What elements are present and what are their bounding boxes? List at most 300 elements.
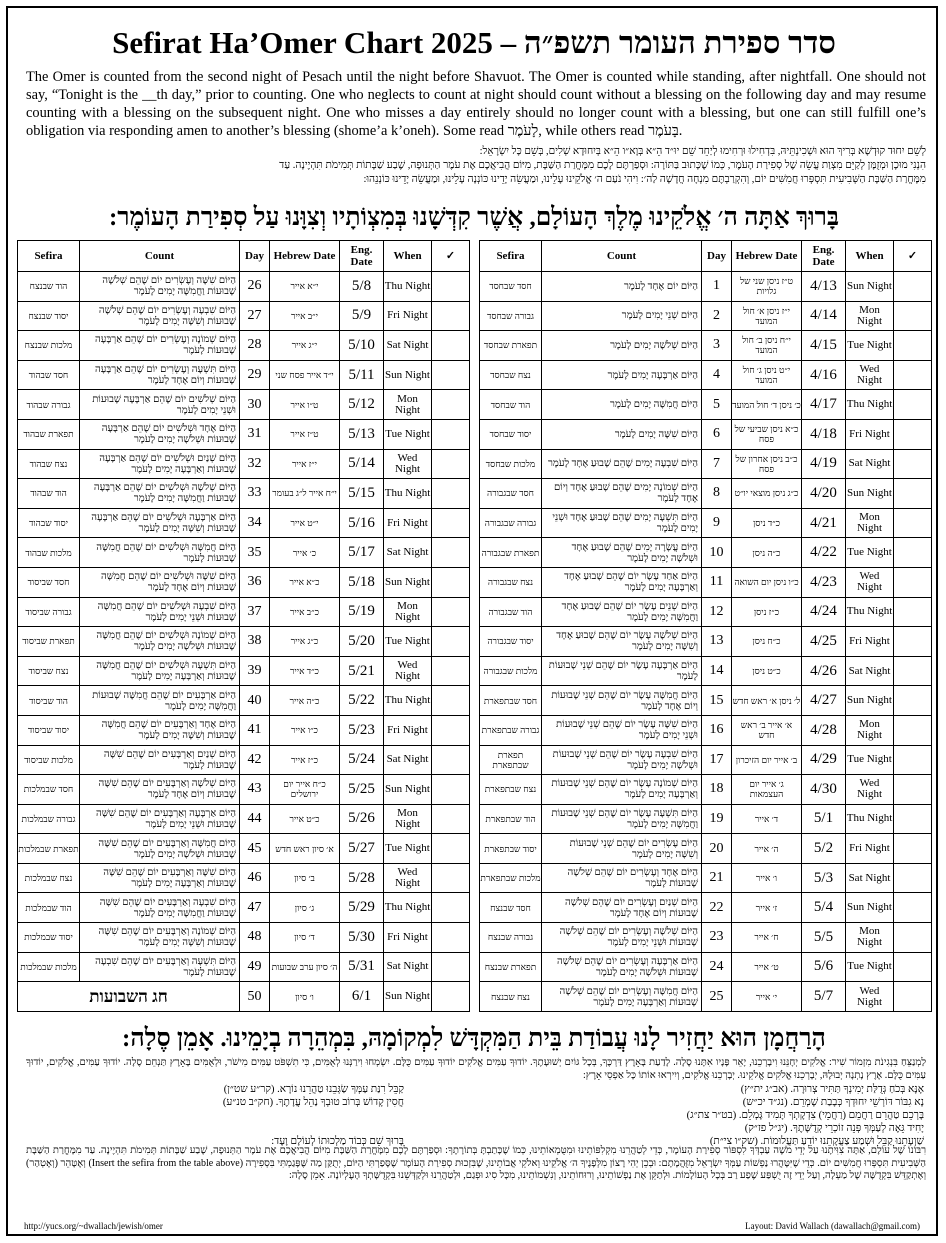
english-date: 4/29 [802,745,846,775]
count-cell: הַיּוֹם שִׁבְעָה וּשְׁלֹשִׁים יוֹם שֶׁהֵם חֲמִשָּׁה שָׁבוּעוֹת וּשְׁנֵי יָמִים לָעֹמֶר [80,597,240,627]
day-number: 34 [240,508,270,538]
count-cell: הַיּוֹם תִּשְׁעָה עָשָׂר יוֹם שֶׁהֵם שְׁנֵי שָׁבוּעוֹת וַחֲמִשָּׁה יָמִים לָעֹמֶר [542,804,702,834]
hebrew-date: כ״ה ניסן [732,538,802,568]
check-box[interactable] [432,272,470,302]
when-cell: Mon Night [384,804,432,834]
check-box[interactable] [894,627,932,657]
check-box[interactable] [894,390,932,420]
table-row [480,863,932,893]
day-number: 9 [702,508,732,538]
check-box[interactable] [432,863,470,893]
day-number: 7 [702,449,732,479]
check-box[interactable] [894,479,932,509]
english-date: 5/10 [340,331,384,361]
hebrew-date: ט״ו אייר [270,390,340,420]
count-cell: הַיּוֹם שִׁשָּׁה וּשְׁלֹשִׁים יוֹם שֶׁהֵם חֲמִשָּׁה שָׁבוּעוֹת וְיוֹם אֶחָד לָעֹמֶר [80,567,240,597]
when-cell: Sun Night [846,272,894,302]
prayer-line: מִמָּחֳרַת הַשַּׁבָּת הַשְּׁבִיעִית תִּסְפְּרוּ חֲמִשִּׁים יוֹם, וְהִקְרַבְתֶּם מִנְחָה חֲדָשָׁה לַה׳: וִיהִי נֹעַם ה׳ אֱלֹקֵינוּ עָלֵינוּ, וּמַעֲשֵׂה יָדֵינוּ כּוֹנְנָה עָלֵינוּ, וּמַעֲשֵׂה יָדֵינוּ כּוֹנְנֵהוּ: [363,174,926,185]
english-date: 4/24 [802,597,846,627]
hebrew-date: א׳ סיון ראש חדש [270,834,340,864]
count-cell: הַיּוֹם שְׁמוֹנָה עָשָׂר יוֹם שֶׁהֵם שְׁנֵי שָׁבוּעוֹת וְאַרְבָּעָה יָמִים לָעֹמֶר [542,775,702,805]
day-number: 31 [240,419,270,449]
when-cell: Fri Night [384,715,432,745]
check-box[interactable] [894,597,932,627]
when-cell: Thu Night [846,804,894,834]
hebrew-date: י״ד אייר פסח שני [270,360,340,390]
english-date: 5/21 [340,656,384,686]
hebrew-date: כ״ג ניסן מוצאי יו״ט [732,479,802,509]
count-cell: הַיּוֹם שְׁלֹשָׁה וְאַרְבָּעִים יוֹם שֶׁהֵם שִׁשָּׁה שָׁבוּעוֹת וְיוֹם אֶחָד לָעֹמֶר [80,775,240,805]
check-box[interactable] [432,567,470,597]
count-cell: הַיּוֹם תִּשְׁעָה וְעֶשְׂרִים יוֹם שֶׁהֵם אַרְבָּעָה שָׁבוּעוֹת וְיוֹם אֶחָד לָעֹמֶר [80,360,240,390]
table-row [18,272,470,302]
sefira-cell: גבורה שבגבורה [480,508,542,538]
when-cell: Tue Night [384,834,432,864]
table-row [480,715,932,745]
when-cell: Sun Night [384,775,432,805]
col-count-header: Count [542,241,702,272]
day-number: 45 [240,834,270,864]
day-number: 38 [240,627,270,657]
count-cell: הַיּוֹם שִׁבְעָה עָשָׂר יוֹם שֶׁהֵם שְׁנֵי שָׁבוּעוֹת וּשְׁלֹשָׁה יָמִים לָעֹמֶר [542,745,702,775]
table-row [480,360,932,390]
check-box[interactable] [894,360,932,390]
hebrew-date: ט״ז ניסן שני של גלויות [732,272,802,302]
english-date: 4/13 [802,272,846,302]
hebrew-date: ו׳ אייר [732,863,802,893]
hebrew-date: כ״ח אייר יום ירושלים [270,775,340,805]
check-box[interactable] [432,834,470,864]
sefira-cell: מלכות שבמלכות [18,952,80,982]
check-box[interactable] [432,419,470,449]
count-cell: הַיּוֹם אַרְבָּעָה יָמִים לָעֹמֶר [542,360,702,390]
col-eng-date-header: Eng. Date [340,241,384,272]
sefira-cell: תפארת שבתפארת [480,745,542,775]
sefira-cell: יסוד שבתפארת [480,834,542,864]
hebrew-date: ט׳ אייר [732,952,802,982]
day-number: 3 [702,331,732,361]
table-row [480,272,932,302]
english-date: 4/28 [802,715,846,745]
table-row [18,627,470,657]
english-date: 5/30 [340,923,384,953]
table-row [18,331,470,361]
checkmark-icon: ✓ [432,241,470,272]
check-box[interactable] [894,508,932,538]
sefira-cell: תפארת שבהוד [18,419,80,449]
day-number: 13 [702,627,732,657]
count-cell: הַיּוֹם אֶחָד וְאַרְבָּעִים יוֹם שֶׁהֵם חֲמִשָּׁה שָׁבוּעוֹת וְשִׁשָּׁה יָמִים לָעֹמֶר [80,715,240,745]
check-box[interactable] [432,715,470,745]
table-row [480,479,932,509]
sefira-cell: תפארת שבמלכות [18,834,80,864]
day-number: 40 [240,686,270,716]
table-row [480,331,932,361]
when-cell: Mon Night [384,597,432,627]
check-box[interactable] [894,538,932,568]
table-row [480,419,932,449]
checkmark-icon: ✓ [894,241,932,272]
check-box[interactable] [894,863,932,893]
hebrew-date: ו׳ סיון [270,982,340,1012]
shavuot-label: חג השבועות [18,982,240,1012]
check-box[interactable] [894,331,932,361]
sefira-cell: חסד שבהוד [18,360,80,390]
check-box[interactable] [432,923,470,953]
sefira-cell: גבורה שבנצח [480,923,542,953]
check-box[interactable] [432,597,470,627]
english-date: 5/2 [802,834,846,864]
table-row [480,597,932,627]
table-row [18,745,470,775]
ana-bekoach-left-column [24,1083,404,1148]
when-cell: Thu Night [384,893,432,923]
hebrew-date: י״א אייר [270,272,340,302]
hebrew-date: כ״ו אייר [270,715,340,745]
when-cell: Wed Night [846,360,894,390]
count-cell: הַיּוֹם שִׁשָּׁה עָשָׂר יוֹם שֶׁהֵם שְׁנֵי שָׁבוּעוֹת וּשְׁנֵי יָמִים לָעֹמֶר [542,715,702,745]
when-cell: Mon Night [384,390,432,420]
count-cell: הַיּוֹם אַרְבָּעָה עָשָׂר יוֹם שֶׁהֵם שְׁנֵי שָׁבוּעוֹת לָעֹמֶר [542,656,702,686]
english-date: 5/7 [802,982,846,1012]
when-cell: Sat Night [384,538,432,568]
check-box[interactable] [894,449,932,479]
day-number: 8 [702,479,732,509]
when-cell: Tue Night [384,419,432,449]
check-box[interactable] [432,775,470,805]
sefira-cell: תפארת שבחסד [480,331,542,361]
check-box[interactable] [432,479,470,509]
hebrew-date: כ״ד ניסן [732,508,802,538]
count-cell: הַיּוֹם שְׁלֹשָׁה וְעֶשְׂרִים יוֹם שֶׁהֵם שְׁלֹשָׁה שָׁבוּעוֹת וּשְׁנֵי יָמִים לָעֹמֶר [542,923,702,953]
sefira-cell: גבורה שביסוד [18,597,80,627]
table-row [18,390,470,420]
day-number: 47 [240,893,270,923]
ana-bekoach-line: קַבֵּל רִנַּת עַמְּךָ שַׂגְּבֵנוּ טַהֲרֵנוּ נוֹרָא. (קר״ע שט״ן) [223,1084,404,1095]
day-number: 30 [240,390,270,420]
col-hebrew-date-header: Hebrew Date [270,241,340,272]
english-date: 5/9 [340,301,384,331]
count-cell: הַיּוֹם שְׁמוֹנָה יָמִים שֶׁהֵם שָׁבוּעַ אֶחָד וְיוֹם אֶחָד לָעֹמֶר [542,479,702,509]
check-box[interactable] [432,508,470,538]
count-cell: הַיּוֹם תִּשְׁעָה יָמִים שֶׁהֵם שָׁבוּעַ אֶחָד וּשְׁנֵי יָמִים לָעֹמֶר [542,508,702,538]
english-date: 5/20 [340,627,384,657]
ana-bekoach-line: אָנָּא בְּכֹחַ גְּדֻלַּת יְמִינְךָ תַּתִּיר צְרוּרָה. (אב״ג ית״ץ) [740,1084,924,1095]
day-number: 49 [240,952,270,982]
prayer-line: הִנְנִי מוּכָן וּמְזֻמָּן לְקַיֵּם מִצְוַת עֲשֵׂה שֶׁל סְפִירַת הָעֹמֶר, כְּמוֹ שֶׁכָּתוּב בַּתּוֹרָה: וּסְפַרְתֶּם לָכֶם מִמָּחֳרַת הַשַּׁבָּת, מִיּוֹם הֲבִיאֲכֶם אֶת עֹמֶר הַתְּנוּפָה, שֶׁבַע שַׁבָּתוֹת תְּמִימֹת תִּהְיֶינָה. עַד [279,160,926,171]
ana-bekoach-line: חֲסִין קָדוֹשׁ בְּרוֹב טוּבְךָ נַהֵל עֲדָתֶךָ. (חק״ב טנ״ע) [222,1097,404,1108]
ana-bekoach-line: בָּרוּךְ שֵׁם כְּבוֹד מַלְכוּתוֹ לְעוֹלָם וָעֶד: [271,1136,404,1147]
check-box[interactable] [432,745,470,775]
when-cell: Sat Night [846,863,894,893]
count-cell: הַיּוֹם שְׁנַיִם וְאַרְבָּעִים יוֹם שֶׁהֵם שִׁשָּׁה שָׁבוּעוֹת לָעֹמֶר [80,745,240,775]
count-cell: הַיּוֹם שִׁבְעָה וְאַרְבָּעִים יוֹם שֶׁהֵם שִׁשָּׁה שָׁבוּעוֹת וַחֲמִשָּׁה יָמִים לָעֹמֶר [80,893,240,923]
check-box[interactable] [432,893,470,923]
table-row [18,775,470,805]
hebrew-date: ח׳ אייר [732,923,802,953]
hebrew-date: כ״ה אייר [270,686,340,716]
check-box[interactable] [894,745,932,775]
sefira-cell: תפארת שביסוד [18,627,80,657]
english-date: 5/8 [340,272,384,302]
hebrew-date: י״ז ניסן א׳ חול המועד [732,301,802,331]
count-cell: הַיּוֹם אֶחָד וְעֶשְׂרִים יוֹם שֶׁהֵם שְׁלֹשָׁה שָׁבוּעוֹת לָעֹמֶר [542,863,702,893]
english-date: 4/23 [802,567,846,597]
day-number: 39 [240,656,270,686]
sefira-cell: הוד שבגבורה [480,597,542,627]
table-row [18,301,470,331]
when-cell: Wed Night [846,775,894,805]
table-row-shavuot [18,982,470,1012]
count-cell: הַיּוֹם תִּשְׁעָה וְאַרְבָּעִים יוֹם שֶׁהֵם שִׁבְעָה שָׁבוּעוֹת לָעֹמֶר [80,952,240,982]
count-cell: הַיּוֹם שִׁשָּׁה יָמִים לָעֹמֶר [542,419,702,449]
sefira-cell: מלכות שבתפארת [480,863,542,893]
hebrew-date: כ״ג אייר [270,627,340,657]
day-number: 50 [240,982,270,1012]
harachaman-line: הָרַחֲמָן הוּא יַחֲזִיר לָנוּ עֲבוֹדַת בֵּית הַמִּקְדָּשׁ לִמְקוֹמָהּ, בִּמְהֵרָה בְיָמֵינוּ. אָמֵן סֶלָה: [122,1025,826,1052]
day-number: 26 [240,272,270,302]
count-cell: הַיּוֹם יוֹם אֶחָד לָעֹמֶר [542,272,702,302]
count-cell: הַיּוֹם אַרְבָּעִים יוֹם שֶׁהֵם חֲמִשָּׁה שָׁבוּעוֹת וַחֲמִשָּׁה יָמִים לָעֹמֶר [80,686,240,716]
english-date: 4/30 [802,775,846,805]
day-number: 25 [702,982,732,1012]
sefira-cell: חסד שבנצח [480,893,542,923]
table-header-row [480,241,932,272]
sefira-cell: מלכות שבחסד [480,449,542,479]
english-date: 5/12 [340,390,384,420]
hebrew-date: י׳ אייר [732,982,802,1012]
check-box[interactable] [894,301,932,331]
page-title: Sefirat Ha’Omer Chart 2025 – סדר ספירת העומר תשפ״ה [112,25,836,60]
sefira-cell: גבורה שבחסד [480,301,542,331]
english-date: 4/18 [802,419,846,449]
count-cell: הַיּוֹם אַרְבָּעָה וְאַרְבָּעִים יוֹם שֶׁהֵם שִׁשָּׁה שָׁבוּעוֹת וּשְׁנֵי יָמִים לָעֹמֶר [80,804,240,834]
english-date: 5/1 [802,804,846,834]
count-cell: הַיּוֹם שְׁלֹשָׁה עָשָׂר יוֹם שֶׁהֵם שָׁבוּעַ אֶחָד וְשִׁשָּׁה יָמִים לָעֹמֶר [542,627,702,657]
day-number: 12 [702,597,732,627]
sefira-cell: גבורה שבהוד [18,390,80,420]
count-cell: הַיּוֹם שְׁנֵים עָשָׂר יוֹם שֶׁהֵם שָׁבוּעַ אֶחָד וַחֲמִשָּׁה יָמִים לָעֹמֶר [542,597,702,627]
leshem-yichud-prayer [26,145,926,187]
day-number: 46 [240,863,270,893]
when-cell: Fri Night [846,419,894,449]
count-cell: הַיּוֹם שְׁמוֹנָה וְעֶשְׂרִים יוֹם שֶׁהֵם אַרְבָּעָה שָׁבוּעוֹת לָעֹמֶר [80,331,240,361]
chart-page [6,6,938,1236]
count-cell: הַיּוֹם אֶחָד וּשְׁלֹשִׁים יוֹם שֶׁהֵם אַרְבָּעָה שָׁבוּעוֹת וּשְׁלֹשָׁה יָמִים לָעֹמֶר [80,419,240,449]
count-cell: הַיּוֹם חֲמִשָּׁה וּשְׁלֹשִׁים יוֹם שֶׁהֵם חֲמִשָּׁה שָׁבוּעוֹת לָעֹמֶר [80,538,240,568]
day-number: 22 [702,893,732,923]
english-date: 5/28 [340,863,384,893]
when-cell: Wed Night [384,656,432,686]
when-cell: Mon Night [846,923,894,953]
day-number: 42 [240,745,270,775]
sefira-cell: מלכות שבנצח [18,331,80,361]
check-box[interactable] [432,952,470,982]
check-box[interactable] [894,804,932,834]
hebrew-date: כ״ד אייר [270,656,340,686]
hebrew-date: כ״א אייר [270,567,340,597]
lamnatzeach-psalm: לַמְנַצֵּחַ בִּנְגִינֹת מִזְמוֹר שִׁיר: אֱלֹקִים יְחָנֵּנוּ וִיבָרְכֵנוּ, יָאֵר פָּנָיו אִתָּנוּ סֶלָה. לָדַעַת בָּאָרֶץ דַּרְכֶּךָ, בְּכָל גּוֹיִם יְשׁוּעָתֶךָ. יוֹדוּךָ עַמִּים אֱלֹקִים יוֹדוּךָ עַמִּים כֻּלָּם. יִשְׂמְחוּ וִירַנְּנוּ לְאֻמִּים, כִּי תִשְׁפֹּט עַמִּים מִישֹׁר, וּלְאֻמִּים בָּאָרֶץ תַּנְחֵם סֶלָה. יוֹדוּךָ עַמִּים, אֱלֹקִים, יוֹדוּךָ עַמִּים כֻּלָּם. אֶרֶץ נָתְנָה יְבוּלָהּ, יְבָרְכֵנוּ אֱלֹקִים אֱלֹקֵינוּ. יְבָרְכֵנוּ אֱלֹקִים, וְיִירְאוּ אוֹתוֹ כָּל אַפְסֵי אָרֶץ: [26,1057,926,1081]
when-cell: Sat Night [846,656,894,686]
check-box[interactable] [894,419,932,449]
check-box[interactable] [894,952,932,982]
when-cell: Sat Night [384,952,432,982]
sefira-cell: מלכות שבגבורה [480,656,542,686]
english-date: 4/14 [802,301,846,331]
sefira-cell: נצח שבתפארת [480,775,542,805]
table-row [480,982,932,1012]
hebrew-date: י״ט ניסן ג׳ חול המועד [732,360,802,390]
check-box[interactable] [894,923,932,953]
sefira-cell: גבורה שבתפארת [480,715,542,745]
hebrew-date: כ״ב אייר [270,597,340,627]
english-date: 5/18 [340,567,384,597]
day-number: 14 [702,656,732,686]
omer-table-days-26-50 [17,240,470,1012]
table-row [480,390,932,420]
check-box[interactable] [432,390,470,420]
hebrew-date: כ״א ניסן שביעי של פסח [732,419,802,449]
check-box[interactable] [894,982,932,1012]
ana-bekoach-line: יָחִיד גֵּאֶה לְעַמְּךָ פְּנֵה זוֹכְרֵי קְדֻשָּׁתֶךָ. (יג״ל פז״ק) [744,1123,924,1134]
table-row [18,923,470,953]
check-box[interactable] [894,834,932,864]
table-row [480,656,932,686]
hebrew-date: י״ט אייר [270,508,340,538]
day-number: 5 [702,390,732,420]
sefira-cell: יסוד שביסוד [18,715,80,745]
check-box[interactable] [432,982,470,1012]
sefira-cell: נצח שבהוד [18,449,80,479]
when-cell: Fri Night [384,508,432,538]
table-row [480,893,932,923]
count-cell: הַיּוֹם אַרְבָּעָה וְעֶשְׂרִים יוֹם שֶׁהֵם שְׁלֹשָׁה שָׁבוּעוֹת וּשְׁלֹשָׁה יָמִים לָעֹמֶר [542,952,702,982]
english-date: 4/20 [802,479,846,509]
check-box[interactable] [894,656,932,686]
hebrew-date: כ׳ ניסן ד׳ חול המועד [732,390,802,420]
day-number: 28 [240,331,270,361]
sefira-cell: הוד שבתפארת [480,804,542,834]
when-cell: Sun Night [846,479,894,509]
hebrew-date: י״ח אייר ל״ג בעומר [270,479,340,509]
english-date: 4/26 [802,656,846,686]
when-cell: Tue Night [846,745,894,775]
sefira-cell: יסוד שבחסד [480,419,542,449]
day-number: 11 [702,567,732,597]
sefira-cell: יסוד שבגבורה [480,627,542,657]
when-cell: Wed Night [384,449,432,479]
check-box[interactable] [432,449,470,479]
when-cell: Wed Night [846,982,894,1012]
check-box[interactable] [432,627,470,657]
count-cell: הַיּוֹם שִׁבְעָה יָמִים שֶׁהֵם שָׁבוּעַ אֶחָד לָעֹמֶר [542,449,702,479]
col-day-header: Day [702,241,732,272]
check-box[interactable] [894,272,932,302]
count-cell: הַיּוֹם שִׁשָּׁה וְעֶשְׂרִים יוֹם שֶׁהֵם שְׁלֹשָׁה שָׁבוּעוֹת וַחֲמִשָּׁה יָמִים לָעֹמֶר [80,272,240,302]
when-cell: Sat Night [384,331,432,361]
hebrew-date: ג׳ סיון [270,893,340,923]
hebrew-date: כ״ח ניסן [732,627,802,657]
english-date: 5/6 [802,952,846,982]
day-number: 10 [702,538,732,568]
check-box[interactable] [894,686,932,716]
table-row [18,508,470,538]
col-count-header: Count [80,241,240,272]
day-number: 6 [702,419,732,449]
check-box[interactable] [894,893,932,923]
count-cell: הַיּוֹם שְׁמוֹנָה וּשְׁלֹשִׁים יוֹם שֶׁהֵם חֲמִשָּׁה שָׁבוּעוֹת וּשְׁלֹשָׁה יָמִים לָעֹמֶר [80,627,240,657]
check-box[interactable] [894,775,932,805]
english-date: 5/19 [340,597,384,627]
english-date: 5/29 [340,893,384,923]
count-cell: הַיּוֹם חֲמִשָּׁה עָשָׂר יוֹם שֶׁהֵם שְׁנֵי שָׁבוּעוֹת וְיוֹם אֶחָד לָעֹמֶר [542,686,702,716]
col-day-header: Day [240,241,270,272]
count-cell: הַיּוֹם תִּשְׁעָה וּשְׁלֹשִׁים יוֹם שֶׁהֵם חֲמִשָּׁה שָׁבוּעוֹת וְאַרְבָּעָה יָמִים לָעֹמֶר [80,656,240,686]
day-number: 27 [240,301,270,331]
when-cell: Sat Night [846,449,894,479]
table-row [480,301,932,331]
english-date: 5/26 [340,804,384,834]
hebrew-date: כ״ז אייר [270,745,340,775]
sefira-cell: הוד שביסוד [18,686,80,716]
check-box[interactable] [432,331,470,361]
hebrew-date: כ״ב ניסן אחרון של פסח [732,449,802,479]
when-cell: Tue Night [846,538,894,568]
check-box[interactable] [894,567,932,597]
sefira-cell: חסד שבמלכות [18,775,80,805]
when-cell: Sun Night [846,893,894,923]
count-cell: הַיּוֹם שְׁלֹשָׁה יָמִים לָעֹמֶר [542,331,702,361]
ana-bekoach-line: בָּרְכֵם טַהֲרֵם רַחֲמֵם (רַחֲמֵי) צִדְקָתְךָ תָּמִיד גָּמְלֵם. (בט״ר צת״ג) [686,1110,924,1121]
col-when-header: When [384,241,432,272]
check-box[interactable] [432,360,470,390]
table-row [480,923,932,953]
check-box[interactable] [432,804,470,834]
check-box[interactable] [432,538,470,568]
table-row [18,479,470,509]
english-date: 5/31 [340,952,384,982]
english-date: 5/22 [340,686,384,716]
table-row [18,804,470,834]
sefira-cell: יסוד שבהוד [18,508,80,538]
english-date: 5/16 [340,508,384,538]
english-date: 4/25 [802,627,846,657]
count-cell: הַיּוֹם שְׁלֹשָׁה וּשְׁלֹשִׁים יוֹם שֶׁהֵם אַרְבָּעָה שָׁבוּעוֹת וַחֲמִשָּׁה יָמִים לָעֹמֶר [80,479,240,509]
check-box[interactable] [432,686,470,716]
day-number: 35 [240,538,270,568]
table-row [480,449,932,479]
hebrew-date: ל׳ ניסן א׳ ראש חדש [732,686,802,716]
english-date: 4/15 [802,331,846,361]
check-box[interactable] [432,301,470,331]
table-row [480,952,932,982]
hebrew-date: א׳ אייר ב׳ ראש חדש [732,715,802,745]
when-cell: Thu Night [384,686,432,716]
when-cell: Tue Night [384,627,432,657]
english-date: 5/4 [802,893,846,923]
check-box[interactable] [432,656,470,686]
day-number: 15 [702,686,732,716]
english-date: 5/23 [340,715,384,745]
when-cell: Sun Night [384,982,432,1012]
sefira-cell: מלכות שבהוד [18,538,80,568]
day-number: 43 [240,775,270,805]
table-row [18,538,470,568]
english-date: 6/1 [340,982,384,1012]
check-box[interactable] [894,715,932,745]
english-date: 4/22 [802,538,846,568]
english-date: 5/25 [340,775,384,805]
